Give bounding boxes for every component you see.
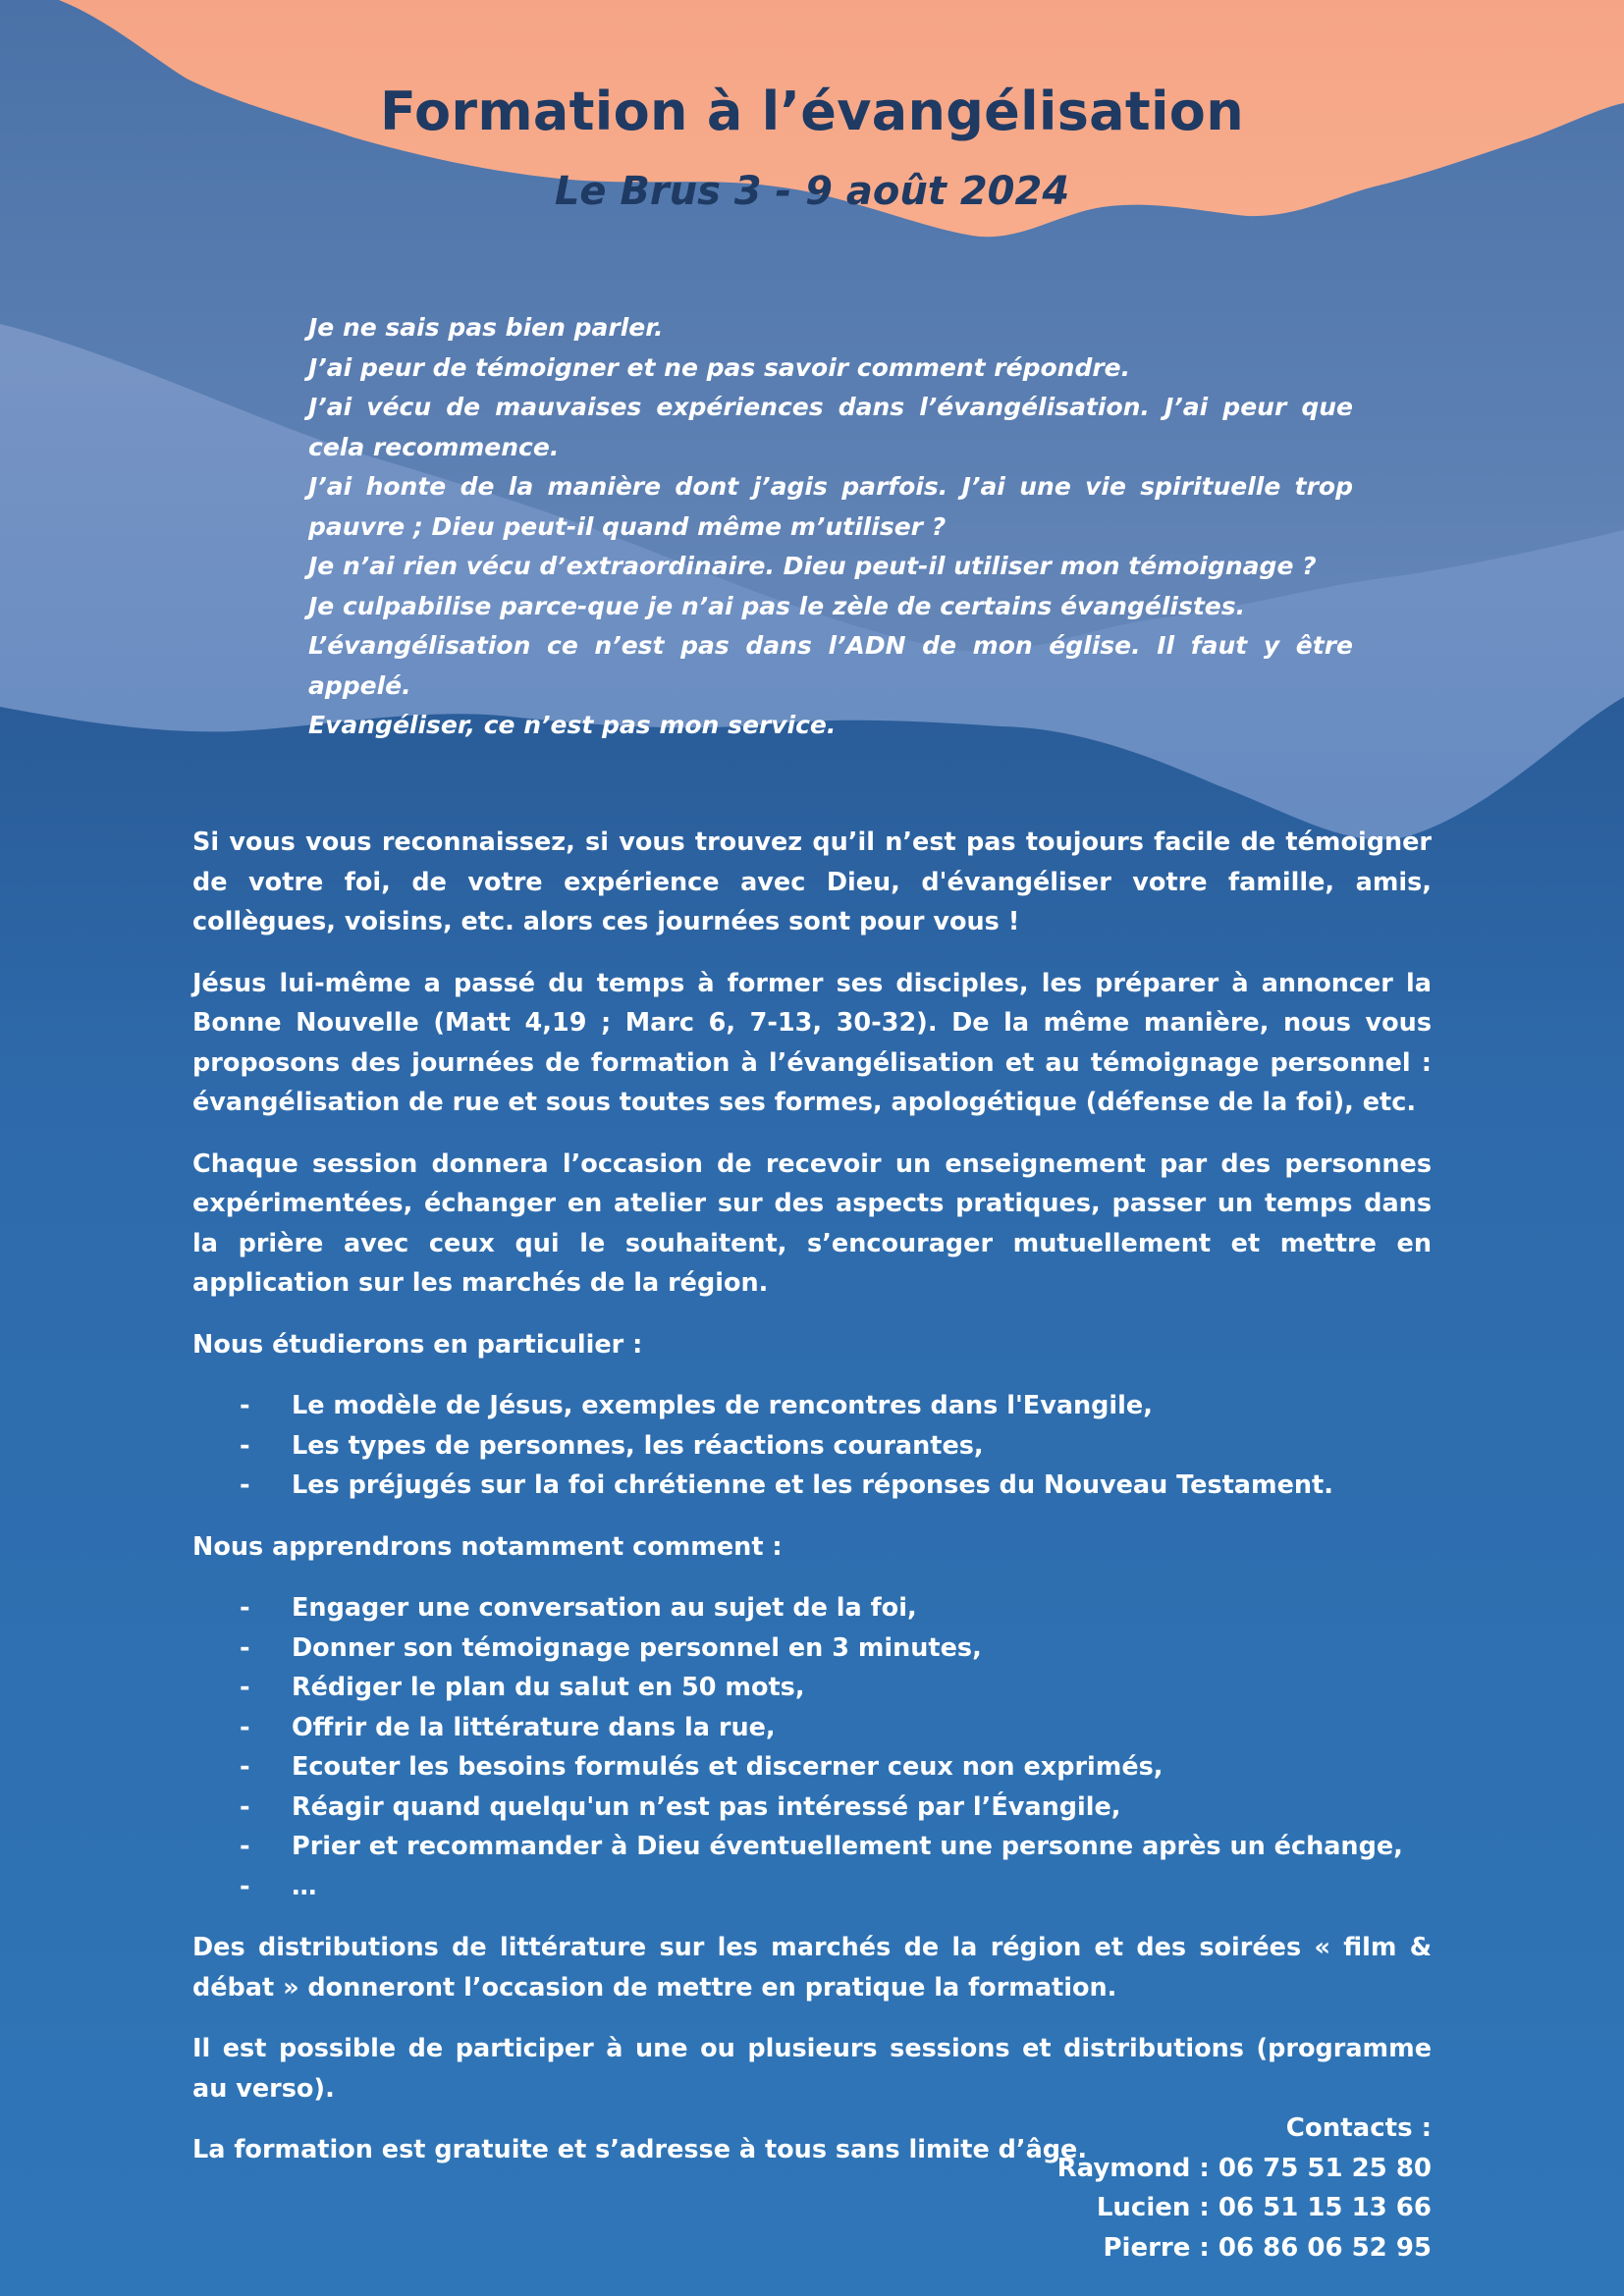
intro-quotes bbox=[308, 308, 1353, 746]
list-item bbox=[192, 1386, 1432, 1426]
list-item-text: Donner son témoignage personnel en 3 minutes, bbox=[292, 1632, 982, 1663]
list-item-text: Engager une conversation au sujet de la foi, bbox=[292, 1593, 917, 1623]
list-item bbox=[192, 1466, 1432, 1506]
learn-list bbox=[192, 1588, 1432, 1906]
event-place-date: Le Brus 3 - 9 août 2024 bbox=[554, 169, 1070, 214]
intro-line: J’ai honte de la manière dont j’agis parfois. J’ai une vie spirituelle trop pauvre ; Dieu peut-il quand même m’utiliser ? bbox=[308, 472, 1353, 541]
list-item bbox=[192, 1426, 1432, 1467]
list-dash: - bbox=[240, 1632, 250, 1663]
list-dash: - bbox=[240, 1673, 250, 1702]
paragraph-free: La formation est gratuite et s’adresse à tous sans limite d’âge. bbox=[192, 2135, 1088, 2164]
list-item bbox=[192, 1747, 1432, 1788]
list-item-text: Le modèle de Jésus, exemples de rencontres dans l'Evangile, bbox=[292, 1391, 1153, 1420]
intro-line: J’ai peur de témoigner et ne pas savoir comment répondre. bbox=[308, 352, 1131, 382]
list-dash: - bbox=[240, 1430, 250, 1461]
list-item bbox=[192, 1629, 1432, 1669]
paragraph-distributions: Des distributions de littérature sur les marchés de la région et des soirées « film & débat » donneront l’occasion de mettre en pratique la formation. bbox=[192, 1933, 1432, 2002]
list-item bbox=[192, 1867, 1432, 1907]
list-dash: - bbox=[240, 1832, 250, 1861]
list-dash: - bbox=[240, 1752, 250, 1782]
intro-line: L’évangélisation ce n’est pas dans l’ADN de mon église. Il faut y être appelé. bbox=[308, 631, 1353, 700]
list-dash: - bbox=[240, 1593, 250, 1623]
study-intro: Nous étudierons en particulier : bbox=[192, 1329, 643, 1360]
contact-phone: Raymond : 06 75 51 25 80 bbox=[1056, 2153, 1432, 2183]
list-item bbox=[192, 1668, 1432, 1708]
paragraph-session: Chaque session donnera l’occasion de recevoir un enseignement par des personnes expérimentées, échanger en atelier sur des aspects pratiques, passer un temps dans la prière avec ceux qui le souhaitent, s’encourager mutuellement et mettre en application sur les marchés de la région. bbox=[192, 1148, 1432, 1298]
list-item-text: … bbox=[292, 1871, 317, 1901]
list-item-text: Offrir de la littérature dans la rue, bbox=[292, 1712, 776, 1742]
list-dash: - bbox=[240, 1791, 250, 1822]
intro-line: Je n’ai rien vécu d’extraordinaire. Dieu peut-il utiliser mon témoignage ? bbox=[308, 552, 1317, 580]
contact-phone: Pierre : 06 86 06 52 95 bbox=[1103, 2232, 1432, 2263]
page-title: Formation à l’évangélisation bbox=[380, 80, 1244, 142]
list-item bbox=[192, 1827, 1432, 1867]
paragraph-jesus-example: Jésus lui-même a passé du temps à former ses disciples, les préparer à annoncer la Bonne Nouvelle (Matt 4,19 ; Marc 6, 7-13, 30-32). De la même manière, nous vous proposons des journées de formation à l’évangélisation et au témoignage personnel : évangélisation de rue et sous toutes ses formes, apologétique (défense de la foi), etc. bbox=[192, 968, 1432, 1117]
intro-line: Je culpabilise parce-que je n’ai pas le zèle de certains évangélistes. bbox=[308, 591, 1246, 620]
list-item bbox=[192, 1588, 1432, 1629]
list-dash: - bbox=[240, 1470, 250, 1500]
learn-intro: Nous apprendrons notamment comment : bbox=[192, 1531, 783, 1562]
contacts-heading: Contacts : bbox=[1285, 2113, 1432, 2143]
study-list bbox=[192, 1386, 1432, 1506]
list-dash: - bbox=[240, 1871, 250, 1901]
list-dash: - bbox=[240, 1391, 250, 1420]
list-item bbox=[192, 1708, 1432, 1748]
intro-line: Evangéliser, ce n’est pas mon service. bbox=[308, 711, 837, 739]
contact-phone: Lucien : 06 51 15 13 66 bbox=[1096, 2193, 1432, 2222]
intro-line: Je ne sais pas bien parler. bbox=[308, 313, 664, 342]
intro-line: J’ai vécu de mauvaises expériences dans l’évangélisation. J’ai peur que cela recommence. bbox=[308, 393, 1353, 461]
list-item-text: Les types de personnes, les réactions courantes, bbox=[292, 1430, 984, 1461]
paragraph-invitation: Si vous vous reconnaissez, si vous trouvez qu’il n’est pas toujours facile de témoigner de votre foi, de votre expérience avec Dieu, d'évangéliser votre famille, amis, collègues, voisins, etc. alors ces journées sont pour vous ! bbox=[192, 828, 1432, 936]
main-body bbox=[192, 823, 1432, 2192]
list-item bbox=[192, 1788, 1432, 1828]
list-item-text: Réagir quand quelqu'un n’est pas intéressé par l’Évangile, bbox=[292, 1791, 1121, 1822]
list-item-text: Ecouter les besoins formulés et discerner ceux non exprimés, bbox=[292, 1752, 1164, 1782]
list-item-text: Rédiger le plan du salut en 50 mots, bbox=[292, 1673, 805, 1702]
list-dash: - bbox=[240, 1712, 250, 1742]
contacts-block bbox=[1057, 2109, 1432, 2268]
paragraph-sessions: Il est possible de participer à une ou plusieurs sessions et distributions (programme au verso). bbox=[192, 2034, 1432, 2104]
list-item-text: Prier et recommander à Dieu éventuellement une personne après un échange, bbox=[292, 1832, 1403, 1861]
list-item-text: Les préjugés sur la foi chrétienne et les réponses du Nouveau Testament. bbox=[292, 1470, 1333, 1500]
